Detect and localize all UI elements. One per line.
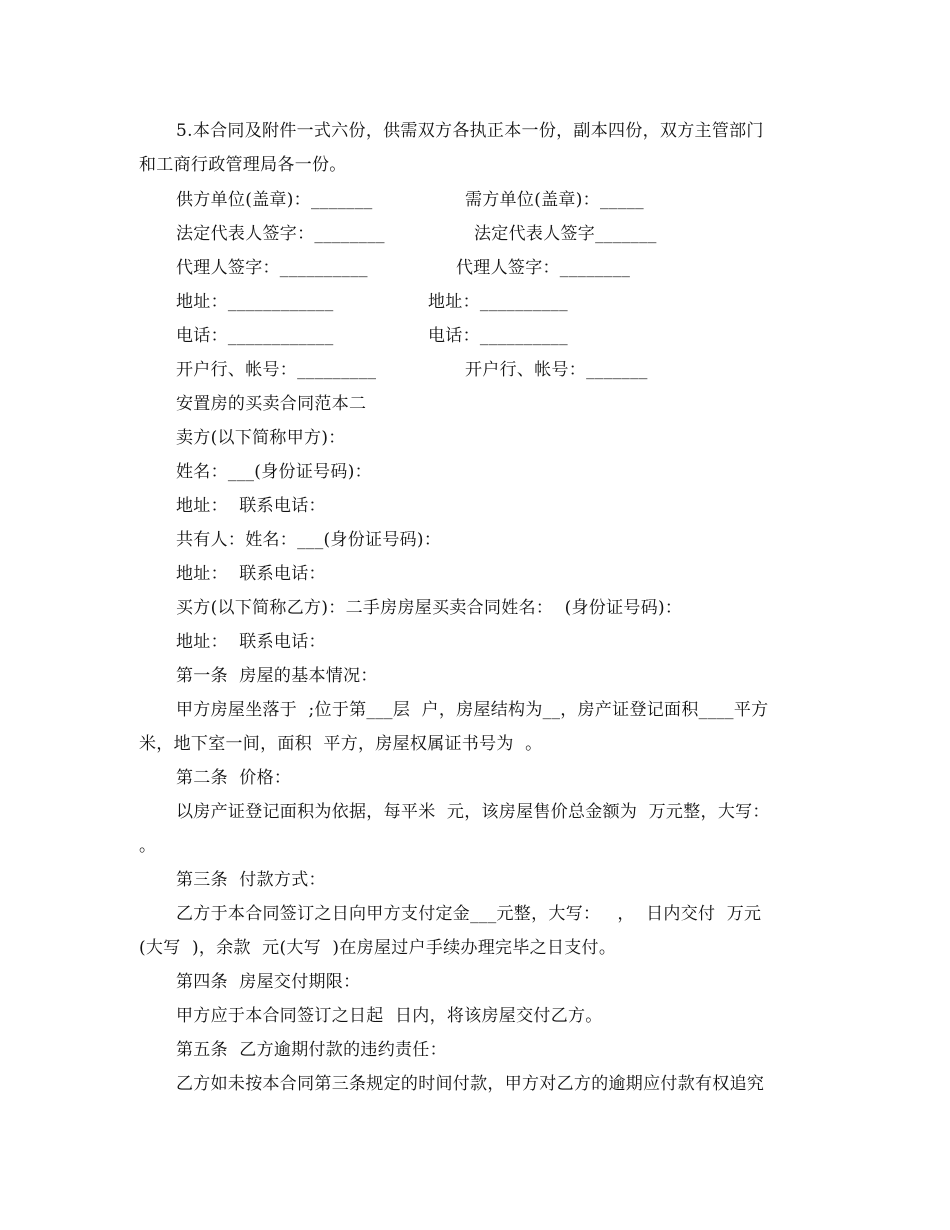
buyer-heading: 买方(以下简称乙方)：二手房房屋买卖合同姓名： (身份证号码)： bbox=[176, 598, 683, 618]
paragraph-5-line-2: 和工商行政管理局各一份。 bbox=[139, 155, 347, 175]
seller-name-line: 姓名：___(身份证号码)： bbox=[176, 462, 372, 482]
buyer-phone-field: 电话：__________ bbox=[428, 326, 568, 346]
buyer-address-line: 地址： 联系电话： bbox=[176, 632, 326, 652]
supplier-rep-field: 法定代表人签字：________ bbox=[176, 224, 385, 244]
article-1-title: 第一条 房屋的基本情况： bbox=[176, 666, 378, 686]
co-owner-address-line: 地址： 联系电话： bbox=[176, 564, 326, 584]
article-3-line-2: (大写 )，余款 元(大写 )在房屋过户手续办理完毕之日支付。 bbox=[139, 938, 617, 958]
supplier-agent-field: 代理人签字：__________ bbox=[176, 258, 368, 278]
article-2-title: 第二条 价格： bbox=[176, 768, 292, 788]
article-3-title: 第三条 付款方式： bbox=[176, 870, 326, 890]
buyer-rep-field: 法定代表人签字_______ bbox=[474, 224, 657, 244]
buyer-agent-field: 代理人签字：________ bbox=[456, 258, 631, 278]
article-3-line-1: 乙方于本合同签订之日向甲方支付定金___元整，大写： ， 日内交付 万元 bbox=[176, 904, 762, 924]
article-1-line-1: 甲方房屋坐落于 ;位于第___层 户，房屋结构为__，房产证登记面积____平方 bbox=[176, 700, 769, 720]
article-4-line-1: 甲方应于本合同签订之日起 日内，将该房屋交付乙方。 bbox=[176, 1006, 603, 1026]
buyer-bank-field: 开户行、帐号：_______ bbox=[465, 360, 648, 380]
supplier-unit-field: 供方单位(盖章)：_______ bbox=[176, 190, 373, 210]
article-2-line-2: 。 bbox=[139, 836, 157, 856]
supplier-bank-field: 开户行、帐号：_________ bbox=[176, 360, 377, 380]
buyer-address-field: 地址：__________ bbox=[428, 292, 568, 312]
supplier-address-field: 地址：____________ bbox=[176, 292, 334, 312]
article-2-line-1: 以房产证登记面积为依据，每平米 元，该房屋售价总金额为 万元整，大写： bbox=[176, 802, 770, 822]
seller-address-line: 地址： 联系电话： bbox=[176, 496, 326, 516]
co-owner-line: 共有人：姓名：___(身份证号码)： bbox=[176, 530, 442, 550]
contract-2-title: 安置房的买卖合同范本二 bbox=[176, 394, 367, 414]
article-5-line-1: 乙方如未按本合同第三条规定的时间付款，甲方对乙方的逾期应付款有权追究 bbox=[176, 1074, 765, 1094]
paragraph-5-line-1: 5.本合同及附件一式六份，供需双方各执正本一份，副本四份，双方主管部门 bbox=[176, 121, 764, 141]
supplier-phone-field: 电话：____________ bbox=[176, 326, 334, 346]
article-4-title: 第四条 房屋交付期限： bbox=[176, 972, 361, 992]
article-5-title: 第五条 乙方逾期付款的违约责任： bbox=[176, 1040, 447, 1060]
buyer-unit-field: 需方单位(盖章)：_____ bbox=[465, 190, 644, 210]
article-1-line-2: 米，地下室一间，面积 平方，房屋权属证书号为 。 bbox=[139, 734, 543, 754]
seller-heading: 卖方(以下简称甲方)： bbox=[176, 428, 346, 448]
